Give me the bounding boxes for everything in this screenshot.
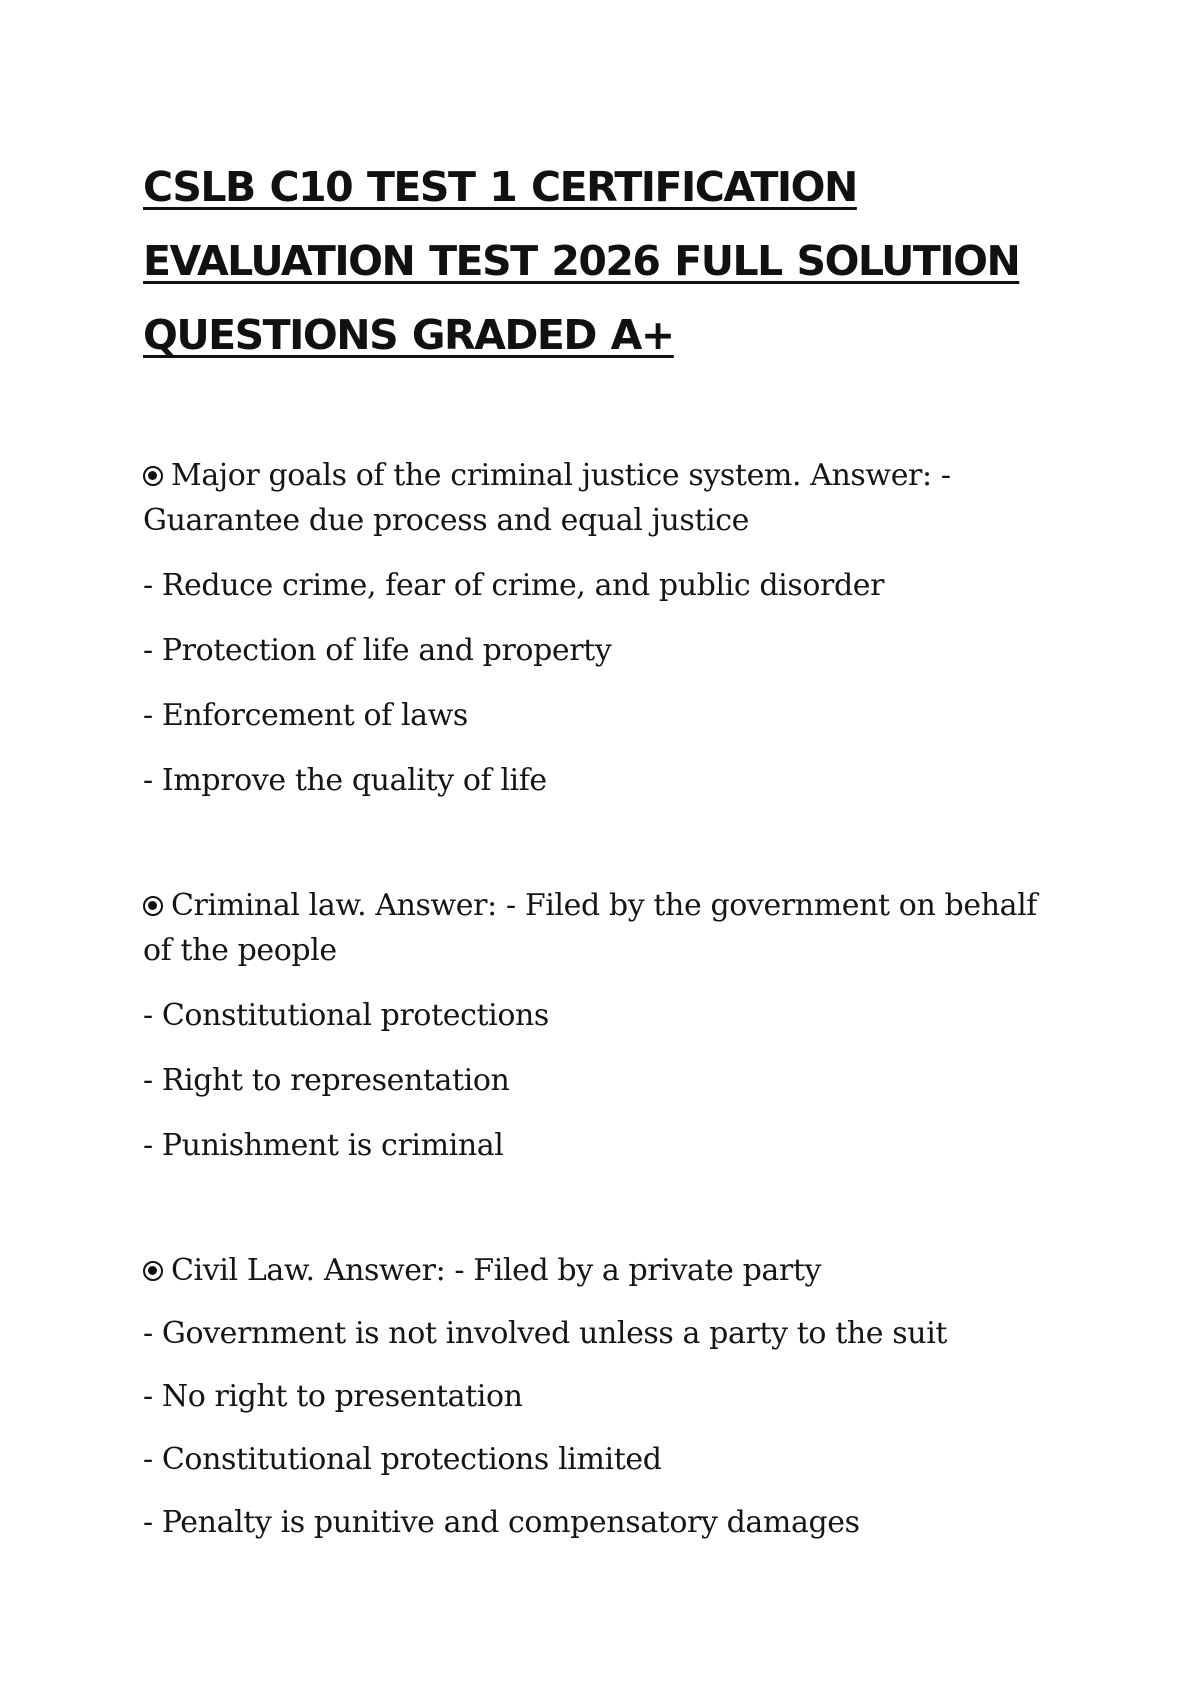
question-line [143,453,1073,543]
radio-bullet-icon [143,466,163,486]
question-line [143,883,1073,973]
document-title [143,150,1063,372]
answer-line: - Government is not involved unless a party to the suit [143,1316,948,1351]
document-title-text: CSLB C10 TEST 1 CERTIFICATION EVALUATION TEST 2026 FULL SOLUTION QUESTIONS GRADED A+ [143,163,1020,359]
question-block [143,1248,1073,1545]
answer-line: - Penalty is punitive and compensatory damages [143,1505,860,1540]
radio-bullet-icon [143,896,163,916]
question-text: Civil Law. Answer: - Filed by a private party [171,1253,822,1288]
answer-line: - Improve the quality of life [143,763,547,798]
answer-line: - No right to presentation [143,1379,523,1414]
question-text: Criminal law. Answer: - Filed by the government on behalf of the people [143,888,1037,968]
question-block [143,453,1073,803]
answer-line: - Protection of life and property [143,633,612,668]
radio-bullet-icon [143,1261,163,1281]
question-line [143,1248,1073,1293]
question-block [143,883,1073,1168]
answer-line: - Punishment is criminal [143,1128,504,1163]
answer-line: - Right to representation [143,1063,510,1098]
answer-line: - Constitutional protections [143,998,549,1033]
answer-line: - Enforcement of laws [143,698,468,733]
answer-line: - Constitutional protections limited [143,1442,662,1477]
question-text: Major goals of the criminal justice system. Answer: - Guarantee due process and equal justice [143,458,951,538]
answer-line: - Reduce crime, fear of crime, and public disorder [143,568,885,603]
